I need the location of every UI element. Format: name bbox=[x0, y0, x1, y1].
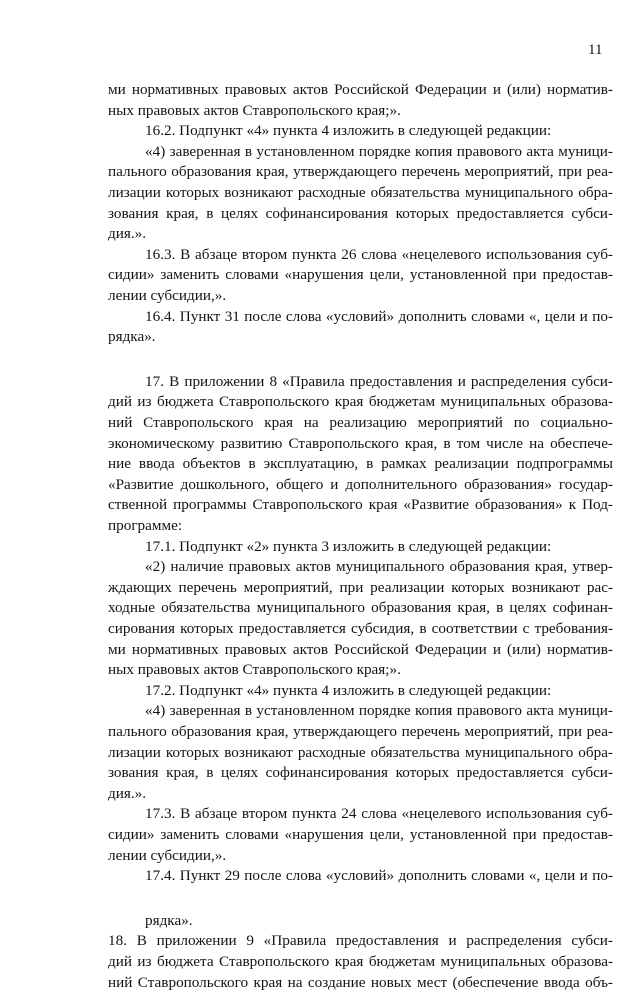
text-line: рядка». bbox=[145, 912, 193, 929]
text-line: программе: bbox=[108, 517, 183, 534]
text-line: сидии» заменить словами «нарушения цели, установленной при предостав- bbox=[108, 266, 613, 283]
text-line: ждающих перечень мероприятий, при реализации которых возникают рас- bbox=[108, 579, 613, 596]
text-line: 18. В приложении 9 «Правила предоставления и распределения субси- bbox=[108, 932, 613, 949]
text-line: дия.». bbox=[108, 225, 147, 242]
text-line: дия.». bbox=[108, 785, 147, 802]
text-line: ми нормативных правовых актов Российской Федерации и (или) норматив- bbox=[108, 81, 613, 98]
text-line: лении субсидии,». bbox=[108, 287, 227, 304]
text-line: 17. В приложении 8 «Правила предоставления и распределения субси- bbox=[145, 373, 613, 390]
text-line: ний Ставропольского края на создание новых мест (обеспечение ввода объ- bbox=[108, 974, 613, 991]
text-line: сидии» заменить словами «нарушения цели, установленной при предостав- bbox=[108, 826, 613, 843]
text-line: сирования которых предоставляется субсидия, в соответствии с требования- bbox=[108, 620, 613, 637]
text-line: ственной программы Ставропольского края «Развитие образования» к Под- bbox=[108, 496, 613, 513]
text-line: зования края, в целях софинансирования которых предоставляется субси- bbox=[108, 764, 613, 781]
text-line: дий из бюджета Ставропольского края бюджетам муниципальных образова- bbox=[108, 953, 613, 970]
text-line: «Развитие дошкольного, общего и дополнительного образования» государ- bbox=[108, 476, 613, 493]
text-line: ходные обязательства муниципального образования края, в целях софинан- bbox=[108, 599, 613, 616]
text-line: ние ввода объектов в эксплуатацию, в рамках реализации подпрограммы bbox=[108, 455, 613, 472]
text-line: 17.1. Подпункт «2» пункта 3 изложить в следующей редакции: bbox=[145, 538, 552, 555]
text-line: 17.3. В абзаце втором пункта 24 слова «нецелевого использования суб- bbox=[145, 805, 613, 822]
text-line: ных правовых актов Ставропольского края;». bbox=[108, 102, 401, 119]
text-line: ний Ставропольского края на реализацию мероприятий по социально- bbox=[108, 414, 613, 431]
text-line: «2) наличие правовых актов муниципального образования края, утвер- bbox=[145, 558, 613, 575]
text-line: дий из бюджета Ставропольского края бюджетам муниципальных образова- bbox=[108, 393, 613, 410]
text-line: 16.3. В абзаце втором пункта 26 слова «нецелевого использования суб- bbox=[145, 246, 613, 263]
text-line: лизации которых возникают расходные обязательства муниципального обра- bbox=[108, 184, 613, 201]
text-line: ных правовых актов Ставропольского края;». bbox=[108, 661, 401, 678]
page-number: 11 bbox=[588, 42, 603, 58]
text-line: зования края, в целях софинансирования которых предоставляется субси- bbox=[108, 205, 613, 222]
text-line: лизации которых возникают расходные обязательства муниципального обра- bbox=[108, 744, 613, 761]
text-line: «4) заверенная в установленном порядке копия правового акта муници- bbox=[145, 702, 613, 719]
text-line: 17.4. Пункт 29 после слова «условий» дополнить словами «, цели и по- bbox=[145, 867, 613, 884]
text-line: 17.2. Подпункт «4» пункта 4 изложить в следующей редакции: bbox=[145, 682, 552, 699]
text-line: лении субсидии,». bbox=[108, 847, 227, 864]
text-line: пального образования края, утверждающего перечень мероприятий, при реа- bbox=[108, 723, 613, 740]
text-line: 16.2. Подпункт «4» пункта 4 изложить в следующей редакции: bbox=[145, 122, 552, 139]
text-line: ми нормативных правовых актов Российской Федерации и (или) норматив- bbox=[108, 641, 613, 658]
text-line: 16.4. Пункт 31 после слова «условий» дополнить словами «, цели и по- bbox=[145, 308, 613, 325]
text-line: экономическому развитию Ставропольского края, в том числе на обеспече- bbox=[108, 435, 613, 452]
text-line: пального образования края, утверждающего перечень мероприятий, при реа- bbox=[108, 163, 613, 180]
text-line: «4) заверенная в установленном порядке копия правового акта муници- bbox=[145, 143, 613, 160]
text-line: рядка». bbox=[108, 328, 156, 345]
